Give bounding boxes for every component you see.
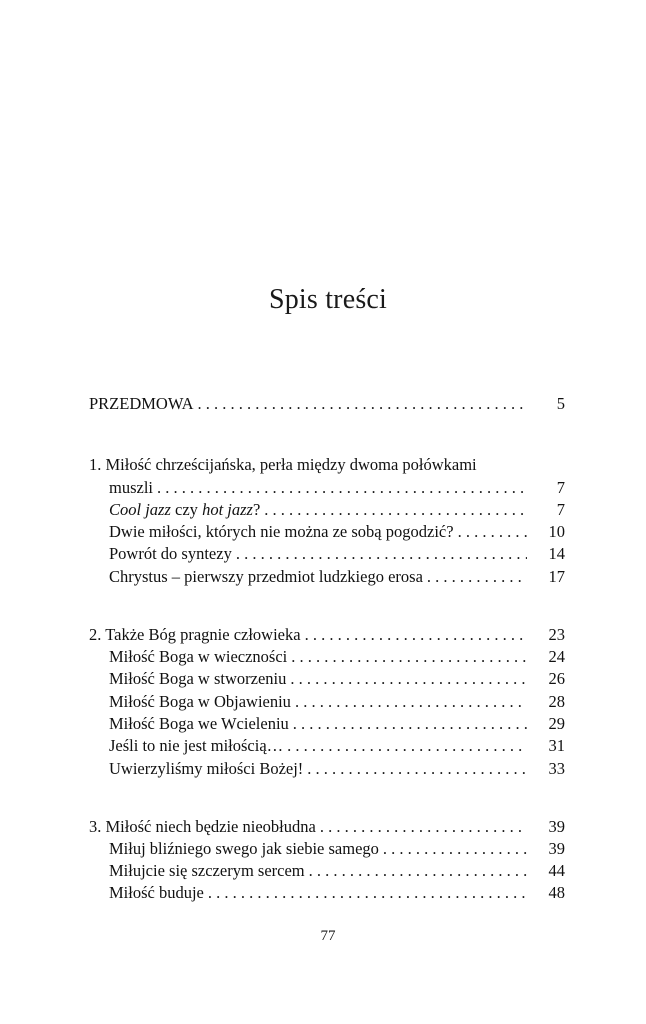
toc-entry-page: 44 [548, 861, 565, 880]
leader-dots [427, 566, 527, 588]
leader-dots [290, 668, 527, 690]
leader-dots [236, 543, 527, 565]
toc-entry-page: 24 [548, 647, 565, 666]
toc-chapter-1 [89, 454, 565, 476]
toc-section [109, 713, 565, 735]
toc-chapter-3 [89, 816, 565, 838]
leader-dots [320, 816, 527, 838]
toc-entry-title: muszli [109, 478, 153, 497]
toc-section [109, 521, 565, 543]
leader-dots [287, 735, 527, 757]
toc-entry-page: 17 [548, 567, 565, 586]
toc-entry-page: 48 [548, 883, 565, 902]
leader-dots [383, 838, 527, 860]
leader-dots [305, 624, 527, 646]
toc-section [109, 668, 565, 690]
leader-dots [264, 499, 527, 521]
toc-entry-page: 5 [556, 394, 565, 413]
toc-entry-title: 1. Miłość chrześcijańska, perła między dwoma połówkami [89, 455, 477, 474]
page-number: 77 [320, 928, 336, 944]
toc-entry-page: 10 [548, 522, 565, 541]
toc-section [109, 860, 565, 882]
toc-section [109, 735, 565, 757]
leader-dots [458, 521, 527, 543]
toc-entry-page: 23 [548, 625, 565, 644]
toc-entry-title: Miłość Boga w stworzeniu [109, 669, 287, 688]
toc-chapter-2 [89, 624, 565, 646]
toc-entry-title: Cool jazz czy hot jazz? [109, 500, 261, 519]
toc-section [109, 566, 565, 588]
toc-entry-title: Miłość Boga w wieczności [109, 647, 288, 666]
toc-section [109, 838, 565, 860]
toc-entry-page: 7 [556, 478, 565, 497]
toc-section [109, 499, 565, 521]
toc-section [109, 543, 565, 565]
toc-entry-title: Miłujcie się szczerym sercem [109, 861, 305, 880]
toc-entry-page: 14 [548, 544, 565, 563]
toc-entry-page: 33 [548, 759, 565, 778]
leader-dots [309, 860, 527, 882]
toc-entry-title: Chrystus – pierwszy przedmiot ludzkiego erosa [109, 567, 423, 586]
toc-entry-page: 39 [548, 839, 565, 858]
leader-dots [198, 393, 527, 415]
toc-entry-title: Miłość buduje [109, 883, 204, 902]
toc-entry-title: 3. Miłość niech będzie nieobłudna [89, 817, 316, 836]
toc-entry-title: Jeśli to nie jest miłością… [109, 736, 284, 755]
toc-chapter-1-continuation [109, 477, 565, 499]
toc-entry-title: Miłuj bliźniego swego jak siebie samego [109, 839, 379, 858]
toc-entry-title: 2. Także Bóg pragnie człowieka [89, 625, 301, 644]
toc-entry-page: 31 [548, 736, 565, 755]
toc-section [109, 646, 565, 668]
toc-entry-page: 7 [556, 500, 565, 519]
toc-section [109, 691, 565, 713]
leader-dots [291, 646, 527, 668]
toc-entry-page: 29 [548, 714, 565, 733]
leader-dots [208, 882, 527, 904]
leader-dots [293, 713, 527, 735]
leader-dots [157, 477, 527, 499]
toc-entry-title: Miłość Boga w Objawieniu [109, 692, 291, 711]
toc-section [109, 758, 565, 780]
toc-entry-page: 28 [548, 692, 565, 711]
toc-entry-page: 26 [548, 669, 565, 688]
toc-entry-title: Powrót do syntezy [109, 544, 232, 563]
leader-dots [295, 691, 527, 713]
toc-entry-title: Miłość Boga we Wcieleniu [109, 714, 289, 733]
page-title: Spis treści [268, 284, 388, 315]
leader-dots [307, 758, 527, 780]
toc-entry-title: Uwierzyliśmy miłości Bożej! [109, 759, 304, 778]
toc-entry-page: 39 [548, 817, 565, 836]
toc-entry-title: PRZEDMOWA [89, 394, 194, 413]
toc-section [109, 882, 565, 904]
toc-entry-preface [89, 393, 565, 415]
toc-entry-title: Dwie miłości, których nie można ze sobą pogodzić? [109, 522, 454, 541]
